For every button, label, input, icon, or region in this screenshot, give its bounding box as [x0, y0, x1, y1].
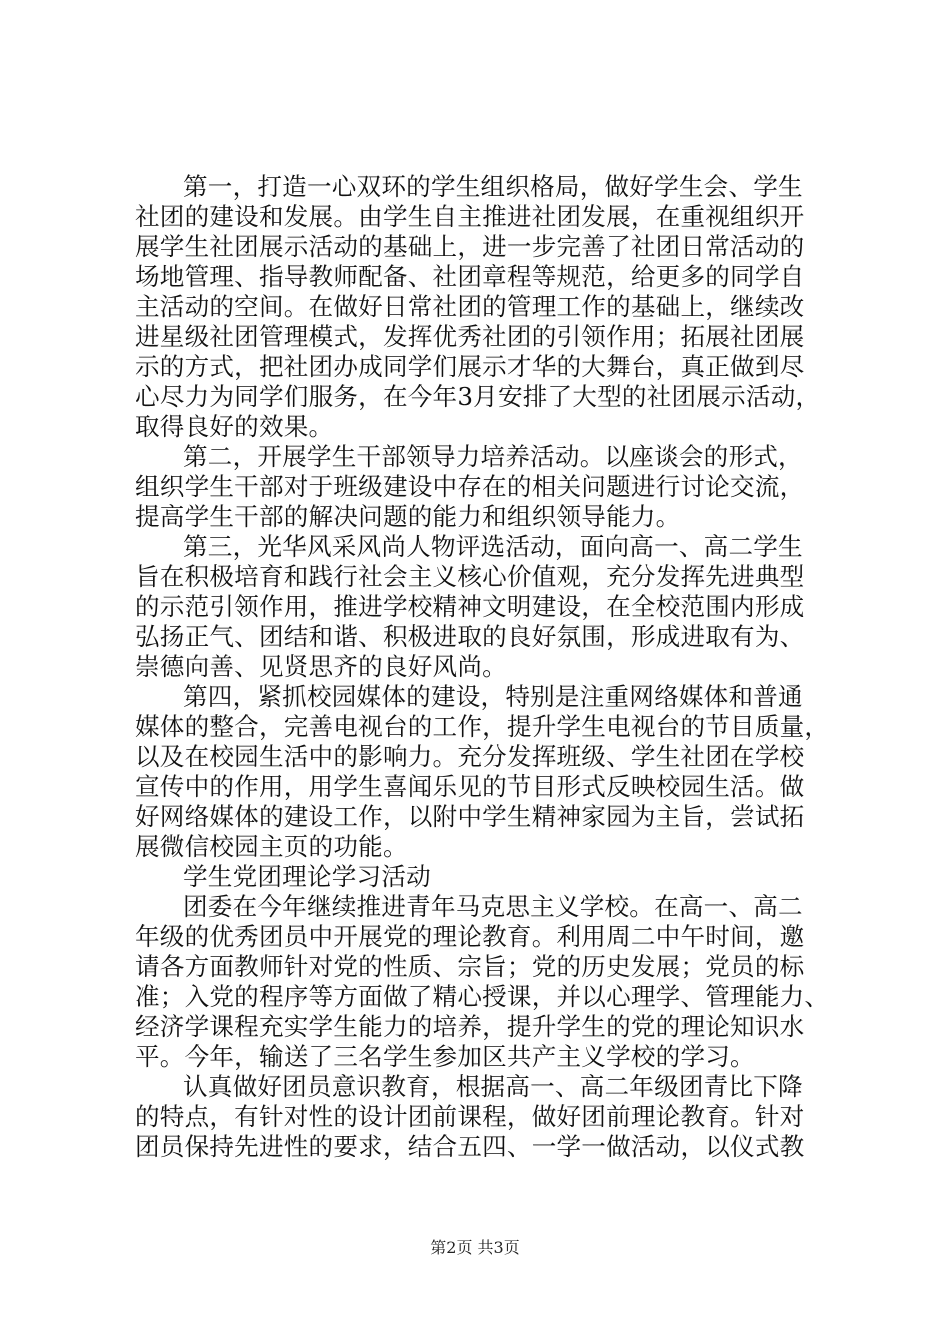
- text-line: 宣传中的作用，用学生喜闻乐见的节目形式反映校园生活。做: [135, 772, 805, 801]
- text-line: 进星级社团管理模式，发挥优秀社团的引领作用；拓展社团展: [135, 322, 805, 351]
- text-line: 组织学生干部对于班级建设中存在的相关问题进行讨论交流，: [135, 472, 805, 501]
- text-line: 的示范引领作用，推进学校精神文明建设，在全校范围内形成: [135, 592, 805, 621]
- text-line: 场地管理、指导教师配备、社团章程等规范，给更多的同学自: [135, 262, 805, 291]
- text-line: 团员保持先进性的要求，结合五四、一学一做活动，以仪式教: [135, 1132, 805, 1161]
- text-line: 展学生社团展示活动的基础上，进一步完善了社团日常活动的: [135, 232, 805, 261]
- text-line: 社团的建设和发展。由学生自主推进社团发展，在重视组织开: [135, 202, 805, 231]
- text-line: 好网络媒体的建设工作，以附中学生精神家园为主旨，尝试拓: [135, 802, 805, 831]
- text-line: 第一，打造一心双环的学生组织格局，做好学生会、学生: [183, 172, 803, 201]
- text-line: 第四，紧抓校园媒体的建设，特别是注重网络媒体和普通: [183, 682, 803, 711]
- text-line: 请各方面教师针对党的性质、宗旨；党的历史发展；党员的标: [135, 952, 805, 981]
- text-line: 心尽力为同学们服务，在今年3月安排了大型的社团展示活动，: [135, 382, 821, 411]
- text-line: 第二，开展学生干部领导力培养活动。以座谈会的形式，: [183, 442, 803, 471]
- text-line: 第三，光华风采风尚人物评选活动，面向高一、高二学生: [183, 532, 803, 561]
- document-body: [135, 172, 830, 1162]
- text-line: 旨在积极培育和践行社会主义核心价值观，充分发挥先进典型: [135, 562, 805, 591]
- text-line: 平。今年，输送了三名学生参加区共产主义学校的学习。: [135, 1042, 755, 1071]
- text-line: 取得良好的效果。: [135, 412, 334, 441]
- text-line: 学生党团理论学习活动: [183, 862, 431, 891]
- text-line: 的特点，有针对性的设计团前课程，做好团前理论教育。针对: [135, 1102, 805, 1131]
- text-line: 媒体的整合，完善电视台的工作，提升学生电视台的节目质量，: [135, 712, 830, 741]
- text-line: 弘扬正气、团结和谐、积极进取的良好氛围，形成进取有为、: [135, 622, 805, 651]
- text-line: 经济学课程充实学生能力的培养，提升学生的党的理论知识水: [135, 1012, 805, 1041]
- text-line: 示的方式，把社团办成同学们展示才华的大舞台，真正做到尽: [135, 352, 805, 381]
- text-line: 以及在校园生活中的影响力。充分发挥班级、学生社团在学校: [135, 742, 805, 771]
- text-line: 团委在今年继续推进青年马克思主义学校。在高一、高二: [183, 892, 803, 921]
- text-line: 准；入党的程序等方面做了精心授课，并以心理学、管理能力、: [135, 982, 830, 1011]
- text-line: 主活动的空间。在做好日常社团的管理工作的基础上，继续改: [135, 292, 805, 321]
- text-line: 崇德向善、见贤思齐的良好风尚。: [135, 652, 507, 681]
- text-line: 提高学生干部的解决问题的能力和组织领导能力。: [135, 502, 681, 531]
- text-line: 展微信校园主页的功能。: [135, 832, 408, 861]
- text-line: 认真做好团员意识教育，根据高一、高二年级团青比下降: [183, 1072, 803, 1101]
- page-footer: 第2页 共3页: [430, 1238, 520, 1257]
- text-line: 年级的优秀团员中开展党的理论教育。利用周二中午时间，邀: [135, 922, 805, 951]
